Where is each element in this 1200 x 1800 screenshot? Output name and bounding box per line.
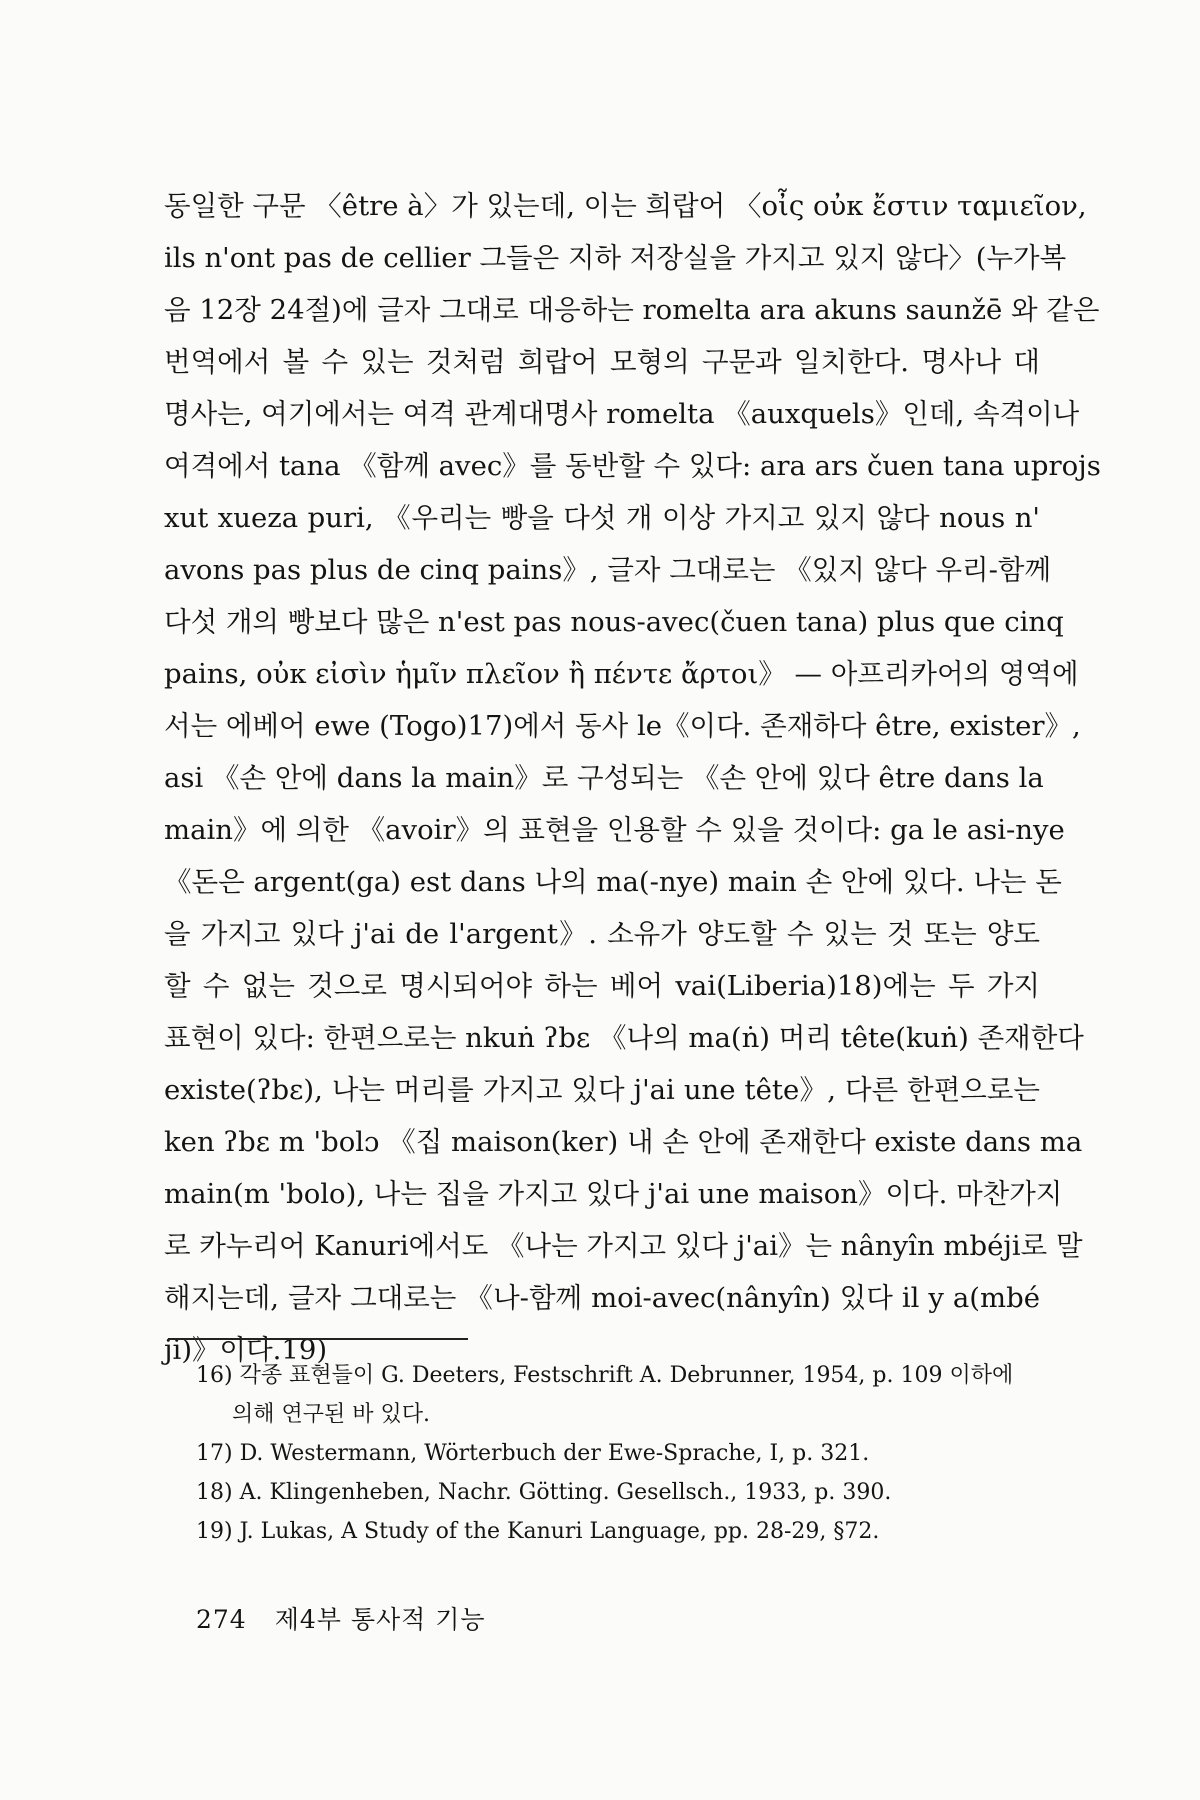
body-line: xut xueza puri, 《우리는 빵을 다섯 개 이상 가지고 있지 않다 nous n' xyxy=(164,502,1040,534)
page-footer xyxy=(196,1600,486,1636)
body-line: 동일한 구문 〈être à〉가 있는데, 이는 희랍어 〈οἶς οὐκ ἔστιν ταμιεῖον, xyxy=(164,190,1087,222)
body-line: asi 《손 안에 dans la main》로 구성되는 《손 안에 있다 être dans la xyxy=(164,762,1044,794)
footnote-16: 16) 각종 표현들이 G. Deeters, Festschrift A. Debrunner, 1954, p. 109 이하에 xyxy=(196,1363,1014,1388)
body-text xyxy=(164,180,1101,1376)
body-line: avons pas plus de cinq pains》, 글자 그대로는 《있지 않다 우리-함께 xyxy=(164,554,1052,586)
body-line: 할 수 없는 것으로 명시되어야 하는 베어 vai(Liberia)18)에는 두 가지 xyxy=(164,970,1040,1002)
body-line: 번역에서 볼 수 있는 것처럼 희랍어 모형의 구문과 일치한다. 명사나 대 xyxy=(164,346,1040,378)
body-line: existe(ʔbɛ), 나는 머리를 가지고 있다 j'ai une tête》, 다른 한편으로는 xyxy=(164,1074,1040,1106)
body-line: 표현이 있다: 한편으로는 nkuṅ ʔbɛ 《나의 ma(ṅ) 머리 tête(kuṅ) 존재한다 xyxy=(164,1022,1084,1054)
body-line: 《돈은 argent(ga) est dans 나의 ma(-nye) main 손 안에 있다. 나는 돈 xyxy=(164,866,1062,898)
body-line: ji)》이다.19) xyxy=(164,1334,328,1366)
part-title: 제4부 통사적 기능 xyxy=(274,1605,486,1634)
body-line: main(m 'bolo), 나는 집을 가지고 있다 j'ai une maison》이다. 마찬가지 xyxy=(164,1178,1063,1210)
body-line: 을 가지고 있다 j'ai de l'argent》. 소유가 양도할 수 있는 것 또는 양도 xyxy=(164,918,1040,950)
footnote-17: 17) D. Westermann, Wörterbuch der Ewe-Sprache, I, p. 321. xyxy=(196,1441,870,1466)
footnote-18: 18) A. Klingenheben, Nachr. Götting. Gesellsch., 1933, p. 390. xyxy=(196,1480,892,1505)
footnotes xyxy=(196,1356,1038,1551)
body-line: 명사는, 여기에서는 여격 관계대명사 romelta 《auxquels》인데, 속격이나 xyxy=(164,398,1080,430)
body-line: 음 12장 24절)에 글자 그대로 대응하는 romelta ara akuns saunžē 와 같은 xyxy=(164,294,1100,326)
body-line: 로 카누리어 Kanuri에서도 《나는 가지고 있다 j'ai》는 nânyîn mbéji로 말 xyxy=(164,1230,1083,1262)
body-line: main》에 의한 《avoir》의 표현을 인용할 수 있을 것이다: ga le asi-nye xyxy=(164,814,1065,846)
body-line: 여격에서 tana 《함께 avec》를 동반할 수 있다: ara ars čuen tana uprojs xyxy=(164,450,1101,482)
footnote-rule xyxy=(168,1338,468,1340)
body-line: 다섯 개의 빵보다 많은 n'est pas nous-avec(čuen tana) plus que cinq xyxy=(164,606,1064,638)
body-line: pains, οὐκ εἰσὶν ἡμῖν πλεῖον ἢ πέντε ἄρτοι》 — 아프리카어의 영역에 xyxy=(164,658,1079,690)
body-line: 서는 에베어 ewe (Togo)17)에서 동사 le《이다. 존재하다 être, exister》, xyxy=(164,710,1081,742)
footnote-16-continuation: 의해 연구된 바 있다. xyxy=(232,1402,430,1427)
page-number: 274 xyxy=(196,1605,247,1634)
body-line: ken ʔbɛ m 'bolɔ 《집 maison(ker) 내 손 안에 존재한다 existe dans ma xyxy=(164,1126,1083,1158)
body-line: 해지는데, 글자 그대로는 《나-함께 moi-avec(nânyîn) 있다 il y a(mbé xyxy=(164,1282,1040,1314)
body-line: ils n'ont pas de cellier 그들은 지하 저장실을 가지고 있지 않다〉(누가복 xyxy=(164,242,1067,274)
footnote-19: 19) J. Lukas, A Study of the Kanuri Language, pp. 28-29, §72. xyxy=(196,1519,880,1544)
